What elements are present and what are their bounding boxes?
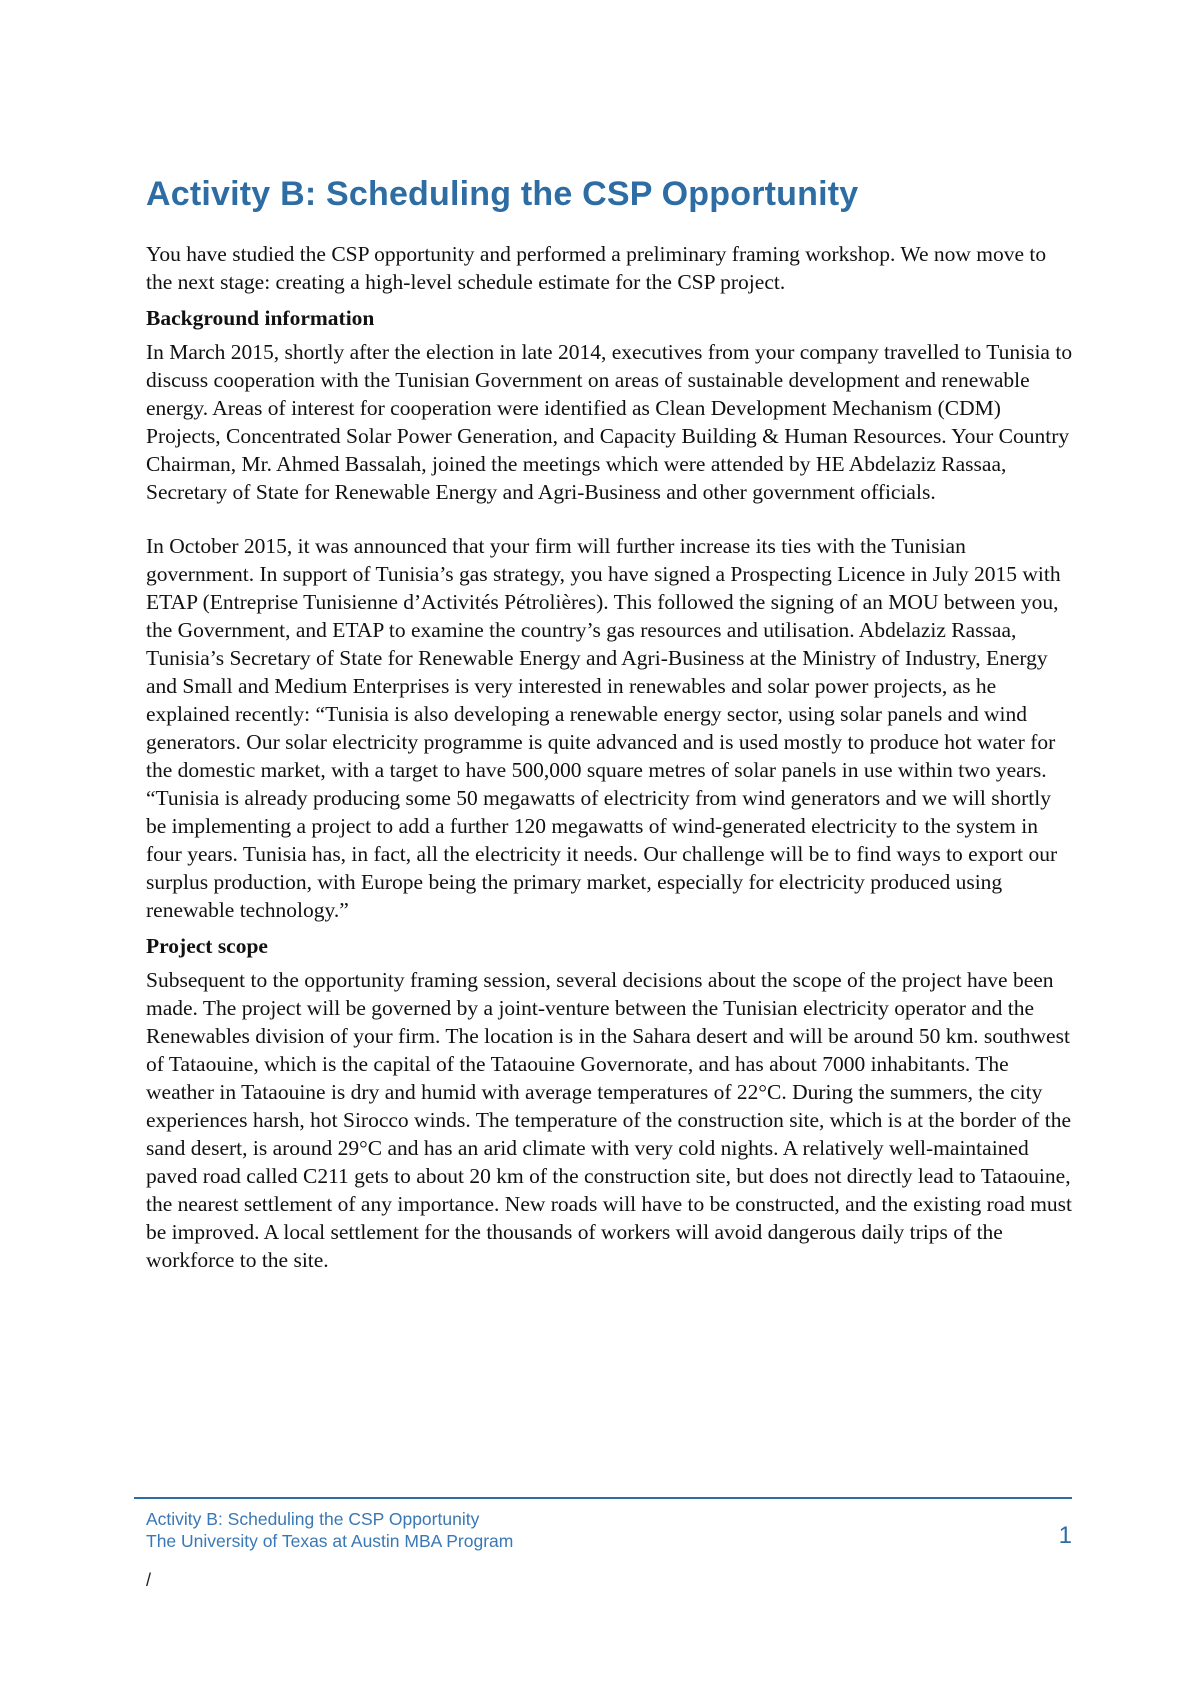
page-content xyxy=(146,170,1074,1282)
footer-slash: / xyxy=(146,1570,152,1590)
background-paragraph-2: In October 2015, it was announced that your firm will further increase its ties with the Tunisian government. In support of Tunisia’s gas strategy, you have signed a Prospecting Licence in July 2015 with ETAP (Entreprise Tunisienne d’Activités Pétrolières). This followed the signing of an MOU between you, the Government, and ETAP to examine the country’s gas resources and utilisation. Abdelaziz Rassaa, Tunisia’s Secretary of State for Renewable Energy and Agri-Business at the Ministry of Industry, Energy and Small and Medium Enterprises is very interested in renewables and solar power projects, as he explained recently: “Tunisia is also developing a renewable energy sector, using solar panels and wind generators. Our solar electricity programme is quite advanced and is used mostly to produce hot water for the domestic market, with a target to have 500,000 square metres of solar panels in use within two years. “Tunisia is already producing some 50 megawatts of electricity from wind generators and we will shortly be implementing a project to add a further 120 megawatts of wind-generated electricity to the system in four years. Tunisia has, in fact, all the electricity it needs. Our challenge will be to find ways to export our surplus production, with Europe being the primary market, especially for electricity produced using renewable technology.” xyxy=(146,534,1061,922)
footer-title: Activity B: Scheduling the CSP Opportunity xyxy=(146,1509,480,1529)
page-title: Activity B: Scheduling the CSP Opportunity xyxy=(146,175,859,213)
background-heading: Background information xyxy=(146,306,375,330)
footer-divider xyxy=(134,1497,1072,1499)
background-paragraph-1: In March 2015, shortly after the election in late 2014, executives from your company travelled to Tunisia to discuss cooperation with the Tunisian Government on areas of sustainable development and renewable energy. Areas of interest for cooperation were identified as Clean Development Mechanism (CDM) Projects, Concentrated Solar Power Generation, and Capacity Building & Human Resources. Your Country Chairman, Mr. Ahmed Bassalah, joined the meetings which were attended by HE Abdelaziz Rassaa, Secretary of State for Renewable Energy and Agri-Business and other government officials. xyxy=(146,340,1073,504)
footer-text xyxy=(146,1508,513,1552)
footer-institution: The University of Texas at Austin MBA Program xyxy=(146,1531,514,1551)
page-number: 1 xyxy=(1058,1522,1072,1549)
scope-paragraph: Subsequent to the opportunity framing session, several decisions about the scope of the project have been made. The project will be governed by a joint-venture between the Tunisian electricity operator and the Renewables division of your firm. The location is in the Sahara desert and will be around 50 km. southwest of Tataouine, which is the capital of the Tataouine Governorate, and has about 7000 inhabitants. The weather in Tataouine is dry and humid with average temperatures of 22°C. During the summers, the city experiences harsh, hot Sirocco winds. The temperature of the construction site, which is at the border of the sand desert, is around 29°C and has an arid climate with very cold nights. A relatively well-maintained paved road called C211 gets to about 20 km of the construction site, but does not directly lead to Tataouine, the nearest settlement of any importance. New roads will have to be constructed, and the existing road must be improved. A local settlement for the thousands of workers will avoid dangerous daily trips of the workforce to the site. xyxy=(146,968,1073,1272)
intro-paragraph: You have studied the CSP opportunity and performed a preliminary framing workshop. We now move to the next stage: creating a high-level schedule estimate for the CSP project. xyxy=(146,242,1047,294)
scope-heading: Project scope xyxy=(146,934,268,958)
